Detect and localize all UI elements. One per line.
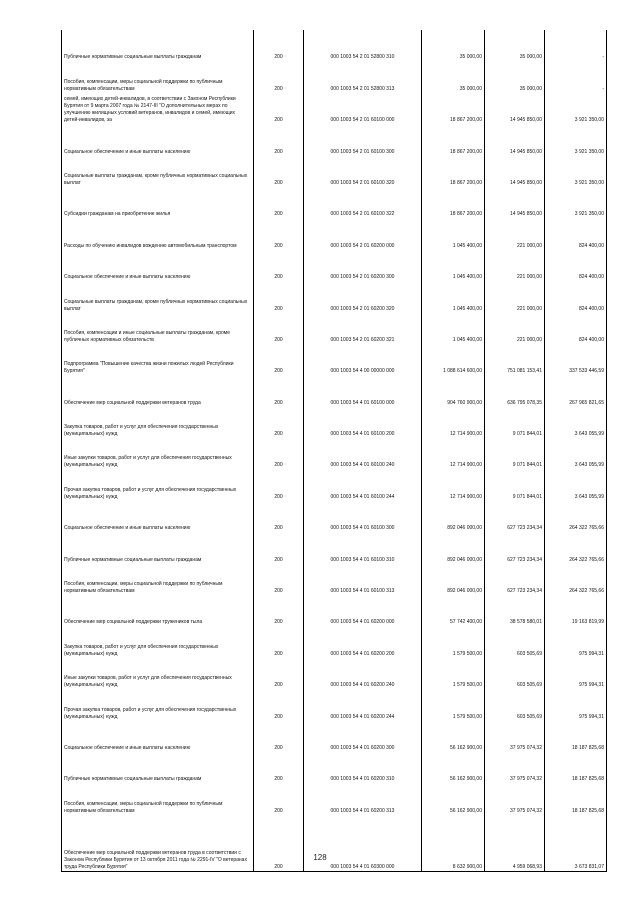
row-approved-amount: 892 046 000,00 <box>422 532 485 563</box>
row-name: Пособия, компенсации, меры социальной поддержки по публичным нормативным обязательствам <box>62 783 254 814</box>
row-executed-amount: 627 723 234,34 <box>485 532 545 563</box>
row-executed-amount: 9 071 844,01 <box>485 469 545 500</box>
row-remainder-amount: 18 187 825,68 <box>545 783 607 814</box>
row-executed-amount: 627 723 234,34 <box>485 501 545 532</box>
row-approved-amount: 1 579 500,00 <box>422 689 485 720</box>
row-budget-code: 000 1003 54 2 01 52800 310 <box>304 30 422 61</box>
row-approved-amount: 12 714 900,00 <box>422 407 485 438</box>
row-budget-code: 000 1003 54 4 01 60200 313 <box>304 783 422 814</box>
row-admin-code: 200 <box>254 469 304 500</box>
row-admin-code: 200 <box>254 626 304 657</box>
row-name: Обеспечение мер социальной поддержки ветеранов труда в соответствии с Законом Республики Бурятия от 13 октября 2011 года № 2291-IV "О ветеранах труда Республики Бурятия" <box>62 815 254 872</box>
row-executed-amount: 35 000,00 <box>485 30 545 61</box>
row-approved-amount: 35 000,00 <box>422 30 485 61</box>
row-approved-amount: 8 632 900,00 <box>422 815 485 872</box>
row-name: семей, имеющих детей-инвалидов, в соответствии с Законом Республики Бурятия от 9 марта 2007 года № 2147-III "О дополнительных мерах по улучшению жилищных условий ветеранов, инвалидов и семей, имеющих детей-инвалидов, за <box>62 93 254 124</box>
row-remainder-amount: 3 921 350,00 <box>545 124 607 155</box>
row-name: Социальные выплаты гражданам, кроме публичных нормативных социальных выплат <box>62 156 254 187</box>
table-row <box>62 61 607 92</box>
row-executed-amount: 9 071 844,01 <box>485 438 545 469</box>
row-approved-amount: 56 162 900,00 <box>422 721 485 752</box>
row-budget-code: 000 1003 54 2 01 60100 322 <box>304 187 422 218</box>
row-name: Пособия, компенсации и иные социальные выплаты гражданам, кроме публичных нормативных обязательств <box>62 313 254 344</box>
row-admin-code: 200 <box>254 658 304 689</box>
row-remainder-amount: 824 400,00 <box>545 281 607 312</box>
row-executed-amount: 14 945 850,00 <box>485 93 545 124</box>
row-admin-code: 200 <box>254 532 304 563</box>
row-budget-code: 000 1003 54 2 01 60200 300 <box>304 250 422 281</box>
row-approved-amount: 56 162 900,00 <box>422 752 485 783</box>
row-admin-code: 200 <box>254 815 304 872</box>
table-row <box>62 218 607 249</box>
row-executed-amount: 221 000,00 <box>485 218 545 249</box>
row-remainder-amount: 3 643 055,99 <box>545 438 607 469</box>
row-remainder-amount: 3 673 831,07 <box>545 815 607 872</box>
row-name: Публичные нормативные социальные выплаты гражданам <box>62 30 254 61</box>
row-name: Пособия, компенсации, меры социальной поддержки по публичным нормативным обязательствам <box>62 61 254 92</box>
row-executed-amount: 221 000,00 <box>485 250 545 281</box>
row-executed-amount: 751 081 153,41 <box>485 344 545 375</box>
row-remainder-amount: 3 643 055,99 <box>545 407 607 438</box>
row-approved-amount: 1 579 500,00 <box>422 626 485 657</box>
table-row <box>62 595 607 626</box>
row-budget-code: 000 1003 54 4 00 00000 000 <box>304 344 422 375</box>
row-budget-code: 000 1003 54 4 01 60200 244 <box>304 689 422 720</box>
row-remainder-amount: 337 533 446,59 <box>545 344 607 375</box>
row-name: Обеспечение мер социальной поддержки ветеранов труда <box>62 375 254 406</box>
row-executed-amount: 38 578 580,01 <box>485 595 545 626</box>
row-admin-code: 200 <box>254 93 304 124</box>
row-admin-code: 200 <box>254 783 304 814</box>
row-budget-code: 000 1003 54 4 01 60100 313 <box>304 564 422 595</box>
table-row <box>62 626 607 657</box>
row-approved-amount: 1 088 614 600,00 <box>422 344 485 375</box>
row-admin-code: 200 <box>254 30 304 61</box>
row-remainder-amount: 824 400,00 <box>545 313 607 344</box>
row-executed-amount: 14 945 850,00 <box>485 124 545 155</box>
row-name: Публичные нормативные социальные выплаты гражданам <box>62 752 254 783</box>
row-approved-amount: 18 867 200,00 <box>422 93 485 124</box>
table-row <box>62 438 607 469</box>
row-name: Социальное обеспечение и иные выплаты населению <box>62 721 254 752</box>
row-executed-amount: 603 505,69 <box>485 626 545 657</box>
table-row <box>62 124 607 155</box>
row-admin-code: 200 <box>254 281 304 312</box>
row-executed-amount: 14 945 850,00 <box>485 187 545 218</box>
row-admin-code: 200 <box>254 438 304 469</box>
row-remainder-amount: 3 643 055,99 <box>545 469 607 500</box>
row-executed-amount: 221 000,00 <box>485 281 545 312</box>
table-row <box>62 783 607 814</box>
row-admin-code: 200 <box>254 187 304 218</box>
row-executed-amount: 37 975 074,32 <box>485 752 545 783</box>
table-row <box>62 375 607 406</box>
row-admin-code: 200 <box>254 564 304 595</box>
row-admin-code: 200 <box>254 375 304 406</box>
row-admin-code: 200 <box>254 752 304 783</box>
row-budget-code: 000 1003 54 2 01 60200 320 <box>304 281 422 312</box>
row-name: Прочая закупка товаров, работ и услуг для обеспечения государственных (муниципальных) нужд <box>62 469 254 500</box>
row-executed-amount: 37 975 074,32 <box>485 721 545 752</box>
row-approved-amount: 1 579 500,00 <box>422 658 485 689</box>
row-remainder-amount: 824 400,00 <box>545 250 607 281</box>
table-row <box>62 407 607 438</box>
row-admin-code: 200 <box>254 61 304 92</box>
row-name: Расходы по обучению инвалидов вождению автомобильным транспортом <box>62 218 254 249</box>
row-admin-code: 200 <box>254 124 304 155</box>
row-executed-amount: 636 795 078,35 <box>485 375 545 406</box>
table-row <box>62 658 607 689</box>
row-executed-amount: 35 000,00 <box>485 61 545 92</box>
table-row <box>62 30 607 61</box>
row-budget-code: 000 1003 54 4 01 60100 000 <box>304 375 422 406</box>
row-remainder-amount: 19 163 819,99 <box>545 595 607 626</box>
row-remainder-amount: 975 994,31 <box>545 689 607 720</box>
row-approved-amount: 1 045 400,00 <box>422 281 485 312</box>
row-budget-code: 000 1003 54 4 01 60200 000 <box>304 595 422 626</box>
row-name: Субсидии гражданам на приобретение жилья <box>62 187 254 218</box>
table-row <box>62 721 607 752</box>
row-executed-amount: 14 945 850,00 <box>485 156 545 187</box>
row-admin-code: 200 <box>254 721 304 752</box>
row-name: Обеспечение мер социальной поддержки тружеников тыла <box>62 595 254 626</box>
row-admin-code: 200 <box>254 595 304 626</box>
row-budget-code: 000 1003 54 2 01 60100 320 <box>304 156 422 187</box>
row-approved-amount: 892 046 000,00 <box>422 501 485 532</box>
row-name: Социальное обеспечение и иные выплаты населению <box>62 124 254 155</box>
row-approved-amount: 1 045 400,00 <box>422 250 485 281</box>
row-remainder-amount: - <box>545 61 607 92</box>
row-remainder-amount: 975 994,31 <box>545 658 607 689</box>
row-remainder-amount: 264 322 765,66 <box>545 501 607 532</box>
row-remainder-amount: 3 921 350,00 <box>545 187 607 218</box>
row-name: Подпрограмма "Повышение качества жизни пожилых людей Республики Бурятия" <box>62 344 254 375</box>
table-row <box>62 469 607 500</box>
row-budget-code: 000 1003 54 4 01 60200 200 <box>304 626 422 657</box>
row-budget-code: 000 1003 54 4 01 60100 310 <box>304 532 422 563</box>
row-name: Иные закупки товаров, работ и услуг для обеспечения государственных (муниципальных) нужд <box>62 658 254 689</box>
row-budget-code: 000 1003 54 4 01 60300 000 <box>304 815 422 872</box>
table-row <box>62 501 607 532</box>
row-admin-code: 200 <box>254 313 304 344</box>
row-approved-amount: 1 045 400,00 <box>422 313 485 344</box>
row-name: Закупка товаров, работ и услуг для обеспечения государственных (муниципальных) нужд <box>62 626 254 657</box>
row-executed-amount: 627 723 234,34 <box>485 564 545 595</box>
row-executed-amount: 603 505,69 <box>485 689 545 720</box>
row-admin-code: 200 <box>254 250 304 281</box>
row-admin-code: 200 <box>254 344 304 375</box>
page-number: 128 <box>313 853 327 862</box>
table-row <box>62 187 607 218</box>
row-remainder-amount: 18 187 825,68 <box>545 721 607 752</box>
row-remainder-amount: - <box>545 30 607 61</box>
row-budget-code: 000 1003 54 4 01 60200 300 <box>304 721 422 752</box>
row-approved-amount: 35 000,00 <box>422 61 485 92</box>
row-approved-amount: 12 714 900,00 <box>422 469 485 500</box>
row-executed-amount: 603 505,69 <box>485 658 545 689</box>
row-remainder-amount: 18 187 825,68 <box>545 752 607 783</box>
row-budget-code: 000 1003 54 2 01 60200 321 <box>304 313 422 344</box>
row-admin-code: 200 <box>254 218 304 249</box>
row-approved-amount: 18 867 200,00 <box>422 156 485 187</box>
row-budget-code: 000 1003 54 4 01 60100 240 <box>304 438 422 469</box>
row-admin-code: 200 <box>254 501 304 532</box>
row-approved-amount: 57 742 400,00 <box>422 595 485 626</box>
row-remainder-amount: 824 400,00 <box>545 218 607 249</box>
row-executed-amount: 9 071 844,01 <box>485 407 545 438</box>
row-name: Иные закупки товаров, работ и услуг для обеспечения государственных (муниципальных) нужд <box>62 438 254 469</box>
row-admin-code: 200 <box>254 689 304 720</box>
row-budget-code: 000 1003 54 4 01 60100 244 <box>304 469 422 500</box>
row-remainder-amount: 3 921 350,00 <box>545 93 607 124</box>
row-approved-amount: 1 045 400,00 <box>422 218 485 249</box>
row-admin-code: 200 <box>254 156 304 187</box>
row-approved-amount: 904 760 900,00 <box>422 375 485 406</box>
row-remainder-amount: 264 322 765,66 <box>545 564 607 595</box>
row-budget-code: 000 1003 54 4 01 60200 240 <box>304 658 422 689</box>
row-approved-amount: 18 867 200,00 <box>422 124 485 155</box>
row-budget-code: 000 1003 54 2 01 60100 300 <box>304 124 422 155</box>
table-row <box>62 344 607 375</box>
row-budget-code: 000 1003 54 4 01 60200 310 <box>304 752 422 783</box>
row-budget-code: 000 1003 54 4 01 60100 300 <box>304 501 422 532</box>
table-row <box>62 93 607 124</box>
row-name: Прочая закупка товаров, работ и услуг для обеспечения государственных (муниципальных) нужд <box>62 689 254 720</box>
row-remainder-amount: 3 921 350,00 <box>545 156 607 187</box>
row-remainder-amount: 267 965 821,65 <box>545 375 607 406</box>
row-executed-amount: 4 959 068,93 <box>485 815 545 872</box>
row-name: Пособия, компенсации, меры социальной поддержки по публичным нормативным обязательствам <box>62 564 254 595</box>
row-approved-amount: 18 867 200,00 <box>422 187 485 218</box>
table-row <box>62 250 607 281</box>
table-row <box>62 752 607 783</box>
row-budget-code: 000 1003 54 2 01 60100 000 <box>304 93 422 124</box>
table-row <box>62 564 607 595</box>
row-executed-amount: 37 975 074,32 <box>485 783 545 814</box>
table-row <box>62 281 607 312</box>
row-approved-amount: 56 162 900,00 <box>422 783 485 814</box>
row-name: Социальное обеспечение и иные выплаты населению <box>62 501 254 532</box>
table-row <box>62 156 607 187</box>
row-budget-code: 000 1003 54 4 01 60100 200 <box>304 407 422 438</box>
row-name: Закупка товаров, работ и услуг для обеспечения государственных (муниципальных) нужд <box>62 407 254 438</box>
row-name: Социальное обеспечение и иные выплаты населению <box>62 250 254 281</box>
table-row <box>62 689 607 720</box>
row-remainder-amount: 975 994,31 <box>545 626 607 657</box>
row-remainder-amount: 264 322 765,66 <box>545 532 607 563</box>
budget-execution-table <box>61 30 607 872</box>
row-approved-amount: 12 714 900,00 <box>422 438 485 469</box>
table-row <box>62 815 607 872</box>
row-name: Социальные выплаты гражданам, кроме публичных нормативных социальных выплат <box>62 281 254 312</box>
table-row <box>62 313 607 344</box>
row-name: Публичные нормативные социальные выплаты гражданам <box>62 532 254 563</box>
row-approved-amount: 892 046 000,00 <box>422 564 485 595</box>
row-executed-amount: 221 000,00 <box>485 313 545 344</box>
row-admin-code: 200 <box>254 407 304 438</box>
row-budget-code: 000 1003 54 2 01 60200 000 <box>304 218 422 249</box>
row-budget-code: 000 1003 54 2 01 52800 313 <box>304 61 422 92</box>
table-row <box>62 532 607 563</box>
